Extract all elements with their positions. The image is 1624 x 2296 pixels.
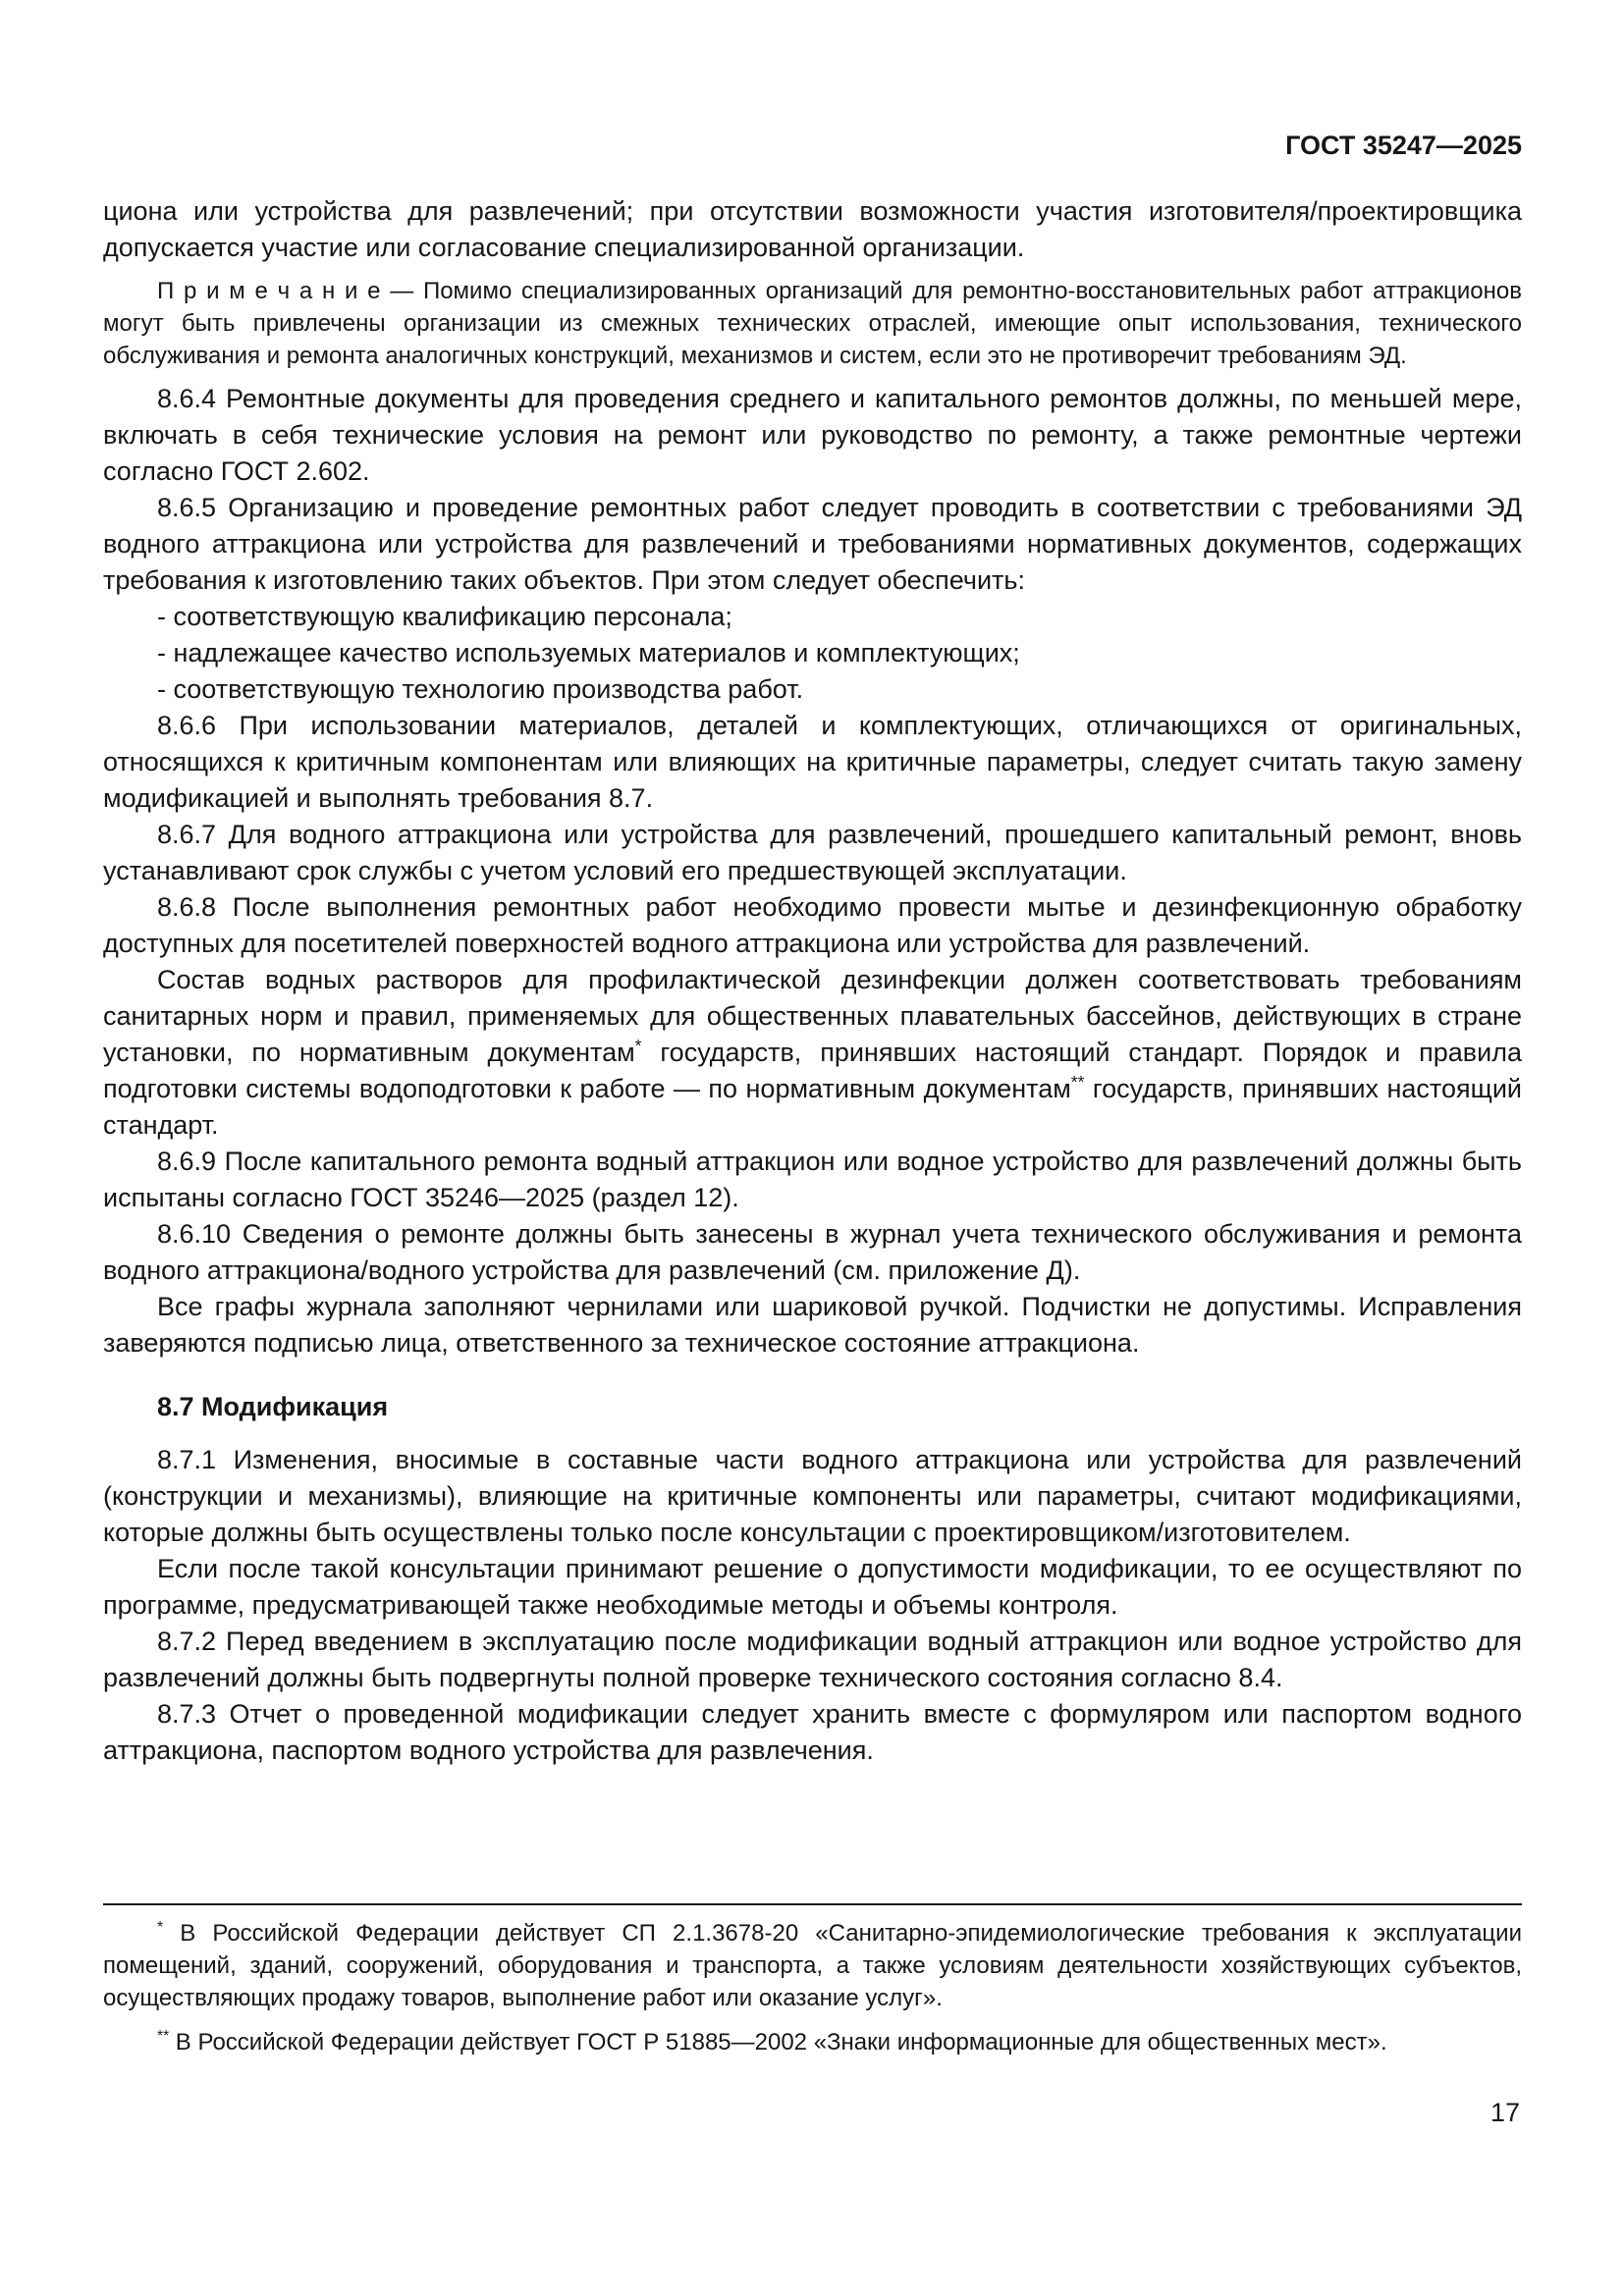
footnote-marker: ** bbox=[157, 2028, 170, 2045]
footnote-marker: * bbox=[157, 1919, 164, 1936]
footnote-marker: ** bbox=[1070, 1072, 1085, 1092]
paragraph: 8.6.8 После выполнения ремонтных работ необходимо провести мытье и дезинфекционную обработку доступных для посетителей поверхностей водного аттракциона или устройства для развлечений. bbox=[103, 892, 1522, 958]
footnote: ** В Российской Федерации действует ГОСТ Р 51885—2002 «Знаки информационные для общественных мест». bbox=[157, 2028, 1387, 2056]
paragraph: 8.6.9 После капитального ремонта водный аттракцион или водное устройство для развлечений должны быть испытаны согласно ГОСТ 35246—2025 (раздел 12). bbox=[103, 1147, 1522, 1212]
paragraph: циона или устройства для развлечений; при отсутствии возможности участия изготовителя/проектировщика допускается участие или согласование специализированной организации. bbox=[103, 196, 1522, 262]
note-paragraph: П р и м е ч а н и е — Помимо специализированных организаций для ремонтно-восстановительных работ аттракционов могут быть привлечены организации из смежных технических отраслей, имеющие опыт использования, технического обслуживания и ремонта аналогичных конструкций, механизмов и систем, если это не противоречит требованиям ЭД. bbox=[103, 278, 1522, 369]
list-item: - соответствующую квалификацию персонала; bbox=[157, 602, 732, 631]
footnote-separator bbox=[103, 1903, 1522, 1905]
document-body bbox=[103, 193, 1522, 1769]
paragraph: 8.6.10 Сведения о ремонте должны быть занесены в журнал учета технического обслуживания и ремонта водного аттракциона/водного устройства для развлечений (см. приложение Д). bbox=[103, 1219, 1522, 1285]
document-header: ГОСТ 35247—2025 bbox=[1285, 131, 1522, 160]
paragraph: 8.7.1 Изменения, вносимые в составные части водного аттракциона или устройства для развлечений (конструкции и механизмы), влияющие на критичные компоненты или параметры, считают модификациями, которые должны быть осуществлены только после консультации с проектировщиком/изготовителем. bbox=[103, 1445, 1522, 1547]
paragraph: 8.6.7 Для водного аттракциона или устройства для развлечений, прошедшего капитальный ремонт, вновь устанавливают срок службы с учетом условий его предшествующей эксплуатации. bbox=[103, 820, 1522, 885]
paragraph: 8.6.6 При использовании материалов, деталей и комплектующих, отличающихся от оригинальных, относящихся к критичным компонентам или влияющих на критичные параметры, следует считать такую замену модификацией и выполнять требования 8.7. bbox=[103, 711, 1522, 813]
paragraph: 8.6.4 Ремонтные документы для проведения среднего и капитального ремонтов должны, по меньшей мере, включать в себя технические условия на ремонт или руководство по ремонту, а также ремонтные чертежи согласно ГОСТ 2.602. bbox=[103, 384, 1522, 486]
paragraph: 8.6.5 Организацию и проведение ремонтных работ следует проводить в соответствии с требованиями ЭД водного аттракциона или устройства для развлечений и требованиями нормативных документов, содержащих требования к изготовлению таких объектов. При этом следует обеспечить: bbox=[103, 493, 1522, 595]
footnote-marker: * bbox=[634, 1036, 642, 1055]
paragraph: 8.7.2 Перед введением в эксплуатацию после модификации водный аттракцион или водное устройство для развлечений должны быть подвергнуты полной проверке технического состояния согласно 8.4. bbox=[103, 1627, 1522, 1692]
footnote: * В Российской Федерации действует СП 2.1.3678-20 «Санитарно-эпидемиологические требования к эксплуатации помещений, зданий, сооружений, оборудования и транспорта, а также условиям деятельности хозяйствующих субъектов, осуществляющих продажу товаров, выполнение работ или оказание услуг». bbox=[103, 1919, 1522, 2011]
footnotes-section bbox=[103, 1903, 1522, 2070]
page-number: 17 bbox=[1489, 2098, 1520, 2127]
list-item: - соответствующую технологию производства работ. bbox=[157, 674, 804, 704]
footnotes bbox=[103, 1917, 1522, 2058]
paragraph: Все графы журнала заполняют чернилами или шариковой ручкой. Подчистки не допустимы. Исправления заверяются подписью лица, ответственного за техническое состояние аттракциона. bbox=[103, 1292, 1522, 1358]
list-item: - надлежащее качество используемых материалов и комплектующих; bbox=[157, 638, 1020, 667]
paragraph: 8.7.3 Отчет о проведенной модификации следует хранить вместе с формуляром или паспортом водного аттракциона, паспортом водного устройства для развлечения. bbox=[103, 1699, 1522, 1765]
section-heading: 8.7 Модификация bbox=[157, 1392, 389, 1421]
paragraph: Состав водных растворов для профилактической дезинфекции должен соответствовать требованиям санитарных норм и правил, применяемых для общественных плавательных бассейнов, действующих в стране установки, по нормативным документам* государств, принявших настоящий стандарт. Порядок и правила подготовки системы водоподготовки к работе — по нормативным документам** государств, принявших настоящий стандарт. bbox=[103, 965, 1522, 1140]
paragraph: Если после такой консультации принимают решение о допустимости модификации, то ее осуществляют по программе, предусматривающей также необходимые методы и объемы контроля. bbox=[103, 1554, 1522, 1620]
